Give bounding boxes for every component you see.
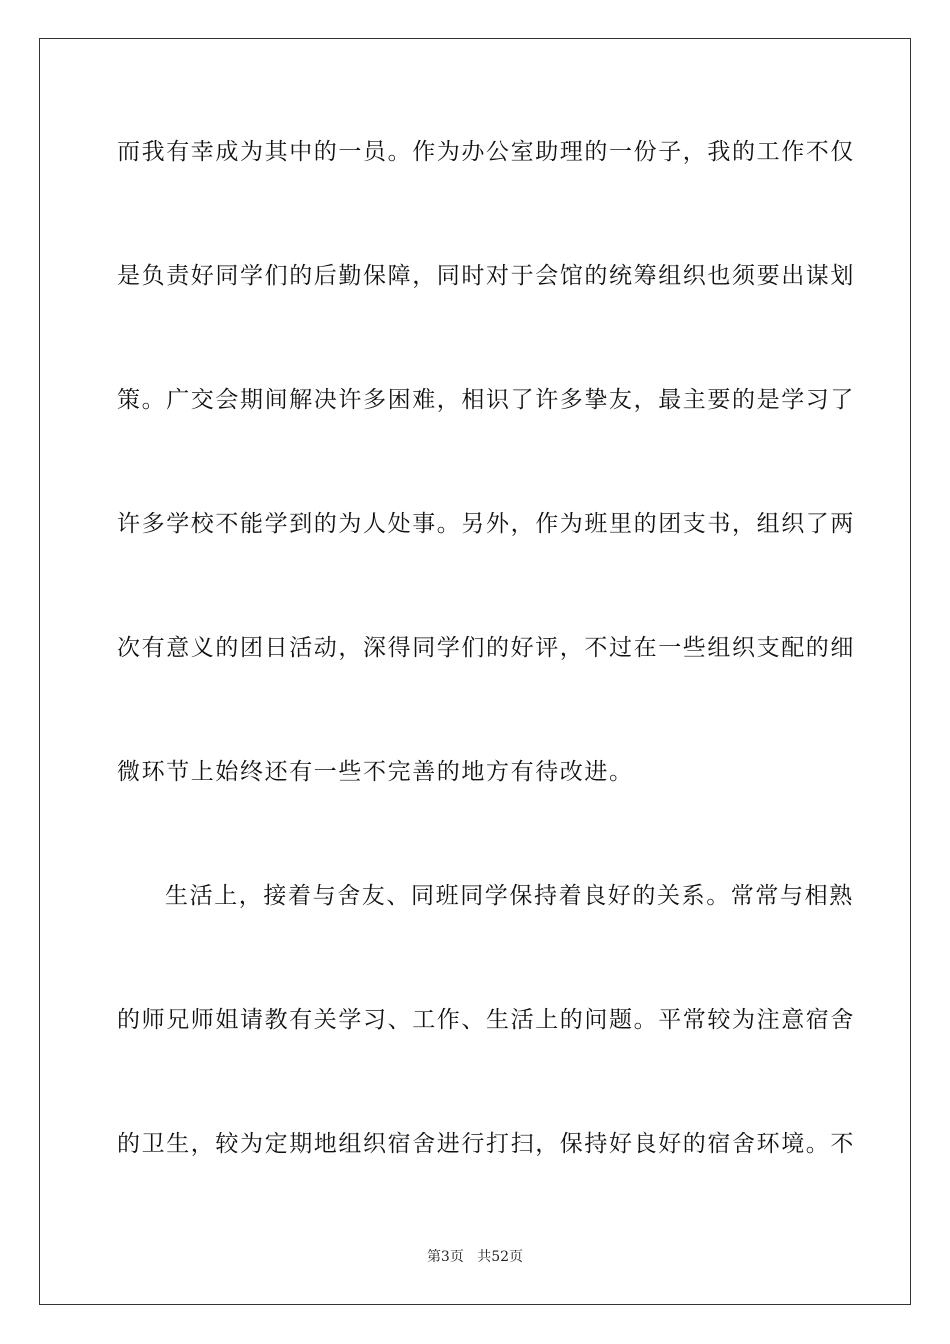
body-text-line-7: 生活上，接着与舍友、同班同学保持着良好的关系。常常与相熟 xyxy=(165,883,854,909)
body-text-line-5: 次有意义的团日活动，深得同学们的好评，不过在一些组织支配的细 xyxy=(117,635,855,661)
total-pages: 共52页 xyxy=(477,1249,524,1265)
body-text-line-4: 许多学校不能学到的为人处事。另外，作为班里的团支书，组织了两 xyxy=(117,511,855,537)
body-text-line-6: 微环节上始终还有一些不完善的地方有待改进。 xyxy=(117,759,634,785)
page-footer xyxy=(0,1247,950,1267)
body-text-line-2: 是负责好同学们的后勤保障，同时对于会馆的统筹组织也须要出谋划 xyxy=(117,263,855,289)
page-frame xyxy=(39,38,911,1305)
body-text-line-3: 策。广交会期间解决许多困难，相识了许多挚友，最主要的是学习了 xyxy=(117,387,855,413)
body-text-line-8: 的师兄师姐请教有关学习、工作、生活上的问题。平常较为注意宿舍 xyxy=(117,1007,855,1033)
body-text-line-1: 而我有幸成为其中的一员。作为办公室助理的一份子，我的工作不仅 xyxy=(117,139,855,165)
page-number: 第3页 xyxy=(426,1249,464,1265)
body-text-line-9: 的卫生，较为定期地组织宿舍进行打扫，保持好良好的宿舍环境。不 xyxy=(117,1131,855,1157)
